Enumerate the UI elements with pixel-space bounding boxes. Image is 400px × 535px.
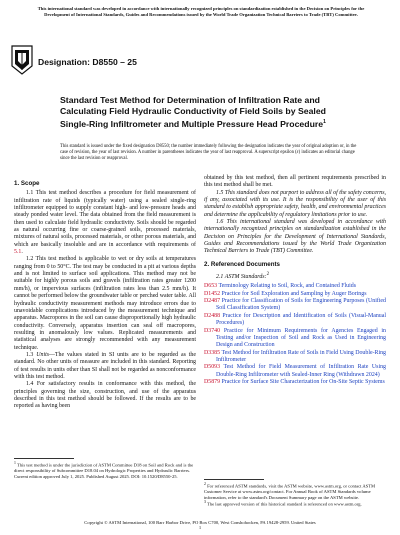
reference-title-link[interactable]: Practice for Classification of Soils for Engineering Purposes (Unified Soil Classification System)	[216, 298, 386, 312]
reference-item	[204, 283, 386, 290]
footnote-divider	[14, 458, 74, 459]
paragraph-1-6: 1.6 This international standard was developed in accordance with internationally recognized principles on standardization established in the Decision on Principles for the Development of International Standards, Guides and Recommendations issued by the World Trade Organization Technical Barriers to Trade (TBT) Committee.	[204, 219, 386, 255]
page-number: 1	[198, 525, 202, 530]
paragraph-1-2: 1.2 This test method is applicable to wet or dry soils at temperatures ranging from 0 to 50°C. The test may be conducted in a pit at various depths and is not limited to surface soil applications. This method may not be suitable for highly porous soils and gravels (infiltration rates greater 1200 mm/h), or impervious surfaces (infiltration rates less than 2.5 mm/h). It cannot be performed below the groundwater table or perched water table. All hydraulic conductivity measurement methods may introduce errors due to unavoidable complications introduced by the measurement technique and apparatus. Macropores in the soil can cause disproportionally high hydraulic conductivity. Conversely, apparatus insertion can seal off macropores, resulting in anomalously low values. Replicated measurements and statistical analyses are strongly recommended with any measurement technique.	[14, 256, 196, 351]
paragraph-1-5: 1.5 This standard does not purport to address all of the safety concerns, if any, associated with its use. It is the responsibility of the user of this standard to establish appropriate safety, health, and environmental practices and determine the applicability of regulatory limitations prior to use.	[204, 189, 386, 218]
reference-title-link[interactable]: Practice for Soil Exploration and Sampling by Auger Borings	[221, 290, 367, 297]
scope-heading: 1. Scope	[14, 180, 40, 187]
section-link-5-1[interactable]: 5.1	[14, 249, 22, 256]
edition-note: Current edition approved July 1, 2025. Published August 2025. DOI: 10.1520/D8550-25.	[14, 473, 178, 479]
reference-title-link[interactable]: Test Method for Field Measurement of Infiltration Rate Using Double-Ring Infiltrometer with Sealed-Inner Ring (Withdrawn 2024)	[216, 364, 386, 378]
reference-item	[204, 298, 386, 313]
paragraph-1-1: 1.1 This test method describes a procedure for field measurement of infiltration rate of liquids (typically water) using a sealed single-ring infiltrometer equipped to supply constant high- and low-pressure heads and steady ponded water level. The data obtained from the field measurement is then used to calculate field hydraulic conductivity. Soils should be regarded as natural occurring fine or coarse-grained soils, processed materials, mixtures of natural soils, processed materials, or other porous materials, and which are basically insoluble and are in accordance with requirements of 5.1.	[14, 190, 196, 256]
paragraph-1-3: 1.3 Units—The values stated in SI units are to be regarded as the standard. No other units of measure are included in this standard. Reporting of test results in units other than SI shall not be regarded as nonconformance with this test method.	[14, 351, 196, 380]
reference-code-link[interactable]: D2487	[204, 298, 221, 305]
paragraph-1-4-continued: obtained by this test method, then all pertinent requirements prescribed in this test method shall be met.	[204, 175, 386, 189]
reference-title-link[interactable]: Test Method for Infiltration Rate of Soils in Field Using Double-Ring Infiltrometer	[216, 349, 386, 363]
paragraph-1-4: 1.4 For satisfactory results in conformance with this method, the principles governing the size, construction, and use of the apparatus described in this test method should be followed. If the results are to be reported as having been	[14, 381, 196, 410]
reference-code-link[interactable]: D3740	[204, 327, 221, 334]
issuance-note: This standard is issued under the fixed designation D8550; the number immediately following the designation indicates the year of original adoption or, in the case of revision, the year of last revision. A number in parentheses indicates the year of last reapproval. A superscript epsilon (ε) indicates an editorial change since the last revision or reapproval.	[60, 144, 357, 162]
footnotes-left	[14, 458, 196, 479]
footnotes-right	[204, 479, 386, 507]
reference-title-link[interactable]: Terminology Relating to Soil, Rock, and Contained Fluids	[218, 283, 356, 290]
astm-logo-icon	[10, 44, 34, 76]
footnote-1: $^1$ This test method is under the jurisdiction of ASTM Committee D18 on Soil and Rock and is the direct responsibility of Subcommittee D18.04 on Hydrologic Properties and Hydraulic Barriers.	[14, 461, 194, 474]
document-title: Standard Test Method for Determination of Infiltration Rate and Calculating Field Hydraulic Conductivity of Field Soils by Sealed Single-Ring Infiltrometer and Multiple Pressure Head Procedure$^1$	[60, 95, 326, 129]
reference-code-link[interactable]: D3385	[204, 349, 221, 356]
designation: Designation: D8550 – 25	[38, 57, 137, 67]
reference-item	[204, 364, 386, 379]
reference-code-link[interactable]: D5879	[204, 378, 221, 385]
reference-item	[204, 350, 386, 365]
references-heading: 2. Referenced Documents	[204, 260, 280, 268]
reference-item	[204, 379, 386, 386]
reference-code-link[interactable]: D1452	[204, 290, 221, 297]
footnote-3: $^3$ The last approved version of this historical standard is referenced on www.astm.org.	[204, 500, 362, 507]
reference-code-link[interactable]: D653	[204, 283, 218, 290]
reference-code-link[interactable]: D5093	[204, 364, 221, 371]
copyright-text: Copyright © ASTM International, 100 Barr Harbor Drive, PO Box C700, West Conshohocken, PA 19428-2959. United States	[84, 520, 316, 525]
footnote-2: $^2$ For referenced ASTM standards, visit the ASTM website, www.astm.org, or contact ASTM Customer Service at www.astm.org/contact. For Annual Book of ASTM Standards volume information, refer to the standard's Document Summary page on the ASTM website.	[204, 482, 376, 500]
reference-title-link[interactable]: Practice for Minimum Requirements for Agencies Engaged in Testing and/or Inspection of Soil and Rock as Used in Engineering Design and Construction	[216, 327, 386, 349]
reference-item	[204, 328, 386, 350]
right-column	[204, 175, 386, 386]
wto-notice: This international standard was developed in accordance with internationally recognized principles on standardization established in the Decision on Principles for the Development of International Standards, Guides and Recommendations issued by the World Trade Organization Technical Barriers to Trade (TBT) Committee.	[37, 6, 365, 17]
footnote-divider	[204, 479, 264, 480]
reference-title-link[interactable]: Practice for Surface Site Characterization for On-Site Septic Systems	[221, 378, 385, 385]
copyright-footer	[0, 520, 400, 530]
reference-item	[204, 313, 386, 328]
reference-title-link[interactable]: Practice for Description and Identification of Soils (Visual-Manual Procedures)	[216, 312, 386, 327]
reference-list	[204, 283, 386, 386]
astm-standards-subheading: 2.1 ASTM Standards:$^2$	[216, 272, 270, 281]
left-column	[14, 175, 196, 411]
reference-code-link[interactable]: D2488	[204, 312, 221, 319]
